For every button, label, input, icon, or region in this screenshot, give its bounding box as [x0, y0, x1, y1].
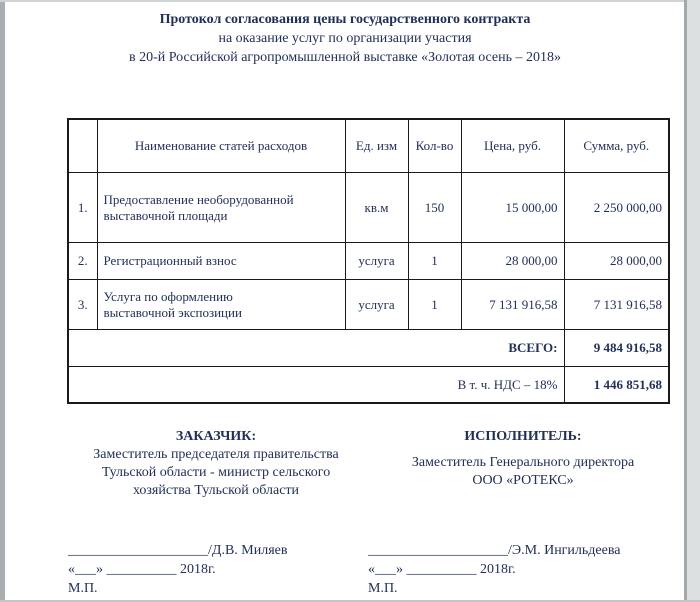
- row-price: 15 000,00: [461, 173, 564, 243]
- contractor-stamp: М.П.: [368, 581, 398, 596]
- contractor-sign-line: ____________________/Э.М. Ингильдеева: [368, 543, 621, 558]
- vat-label: В т. ч. НДС – 18%: [68, 367, 564, 404]
- header-num: [68, 119, 97, 173]
- table-header-row: [68, 119, 669, 173]
- customer-stamp: М.П.: [68, 581, 98, 596]
- row-name: Услуга по оформлению выставочной экспозиции: [97, 280, 345, 330]
- row-name: Предоставление необорудованной выставочной площади: [97, 173, 345, 243]
- vat-value: 1 446 851,68: [564, 367, 669, 404]
- table-row: [68, 173, 669, 243]
- row-unit: кв.м: [345, 173, 408, 243]
- document-title-block: [5, 10, 685, 67]
- row-price: 7 131 916,58: [461, 280, 564, 330]
- row-price: 28 000,00: [461, 243, 564, 280]
- row-qty: 1: [408, 280, 461, 330]
- table-row: [68, 243, 669, 280]
- customer-date-line: «___» __________ 2018г.: [68, 562, 216, 577]
- document-subtitle-1: на оказание услуг по организации участия: [218, 31, 472, 46]
- page-edge-top: [0, 0, 700, 2]
- row-name: Регистрационный взнос: [97, 243, 345, 280]
- row-unit: услуга: [345, 280, 408, 330]
- customer-signature-block: [68, 428, 364, 500]
- page-edge-right-line: [684, 0, 687, 602]
- customer-line: хозяйства Тульской области: [132, 483, 300, 498]
- price-table: [67, 118, 670, 404]
- page-edge-right-band: [687, 0, 700, 602]
- customer-line: Заместитель председателя правительства: [93, 447, 339, 462]
- row-num: 2.: [68, 243, 97, 280]
- contractor-date-line: «___» __________ 2018г.: [368, 562, 516, 577]
- table-total-row: [68, 330, 669, 367]
- contractor-line: ООО «РОТЕКС»: [472, 473, 574, 488]
- customer-line: Тульской области - министр сельского: [101, 465, 331, 480]
- customer-heading: ЗАКАЗЧИК:: [175, 429, 257, 444]
- page-edge-left: [0, 0, 5, 602]
- contractor-heading: ИСПОЛНИТЕЛЬ:: [464, 429, 582, 444]
- row-qty: 150: [408, 173, 461, 243]
- row-sum: 2 250 000,00: [564, 173, 669, 243]
- table-vat-row: [68, 367, 669, 404]
- row-qty: 1: [408, 243, 461, 280]
- contractor-sign-area: [368, 541, 668, 598]
- row-num: 3.: [68, 280, 97, 330]
- row-sum: 7 131 916,58: [564, 280, 669, 330]
- document-subtitle-2: в 20-й Российской агропромышленной выставке «Золотая осень – 2018»: [128, 50, 562, 65]
- table-row: [68, 280, 669, 330]
- document-title: Протокол согласования цены государственного контракта: [159, 12, 531, 27]
- row-sum: 28 000,00: [564, 243, 669, 280]
- total-value: 9 484 916,58: [564, 330, 669, 367]
- total-label: ВСЕГО:: [68, 330, 564, 367]
- header-unit: Ед. изм: [345, 119, 408, 173]
- contractor-line: Заместитель Генерального директора: [411, 455, 635, 470]
- contractor-signature-block: [374, 428, 672, 490]
- header-qty: Кол-во: [408, 119, 461, 173]
- customer-sign-line: ____________________/Д.В. Миляев: [68, 543, 288, 558]
- header-sum: Сумма, руб.: [564, 119, 669, 173]
- row-unit: услуга: [345, 243, 408, 280]
- customer-sign-area: [68, 541, 364, 598]
- header-name: Наименование статей расходов: [97, 119, 345, 173]
- row-num: 1.: [68, 173, 97, 243]
- header-price: Цена, руб.: [461, 119, 564, 173]
